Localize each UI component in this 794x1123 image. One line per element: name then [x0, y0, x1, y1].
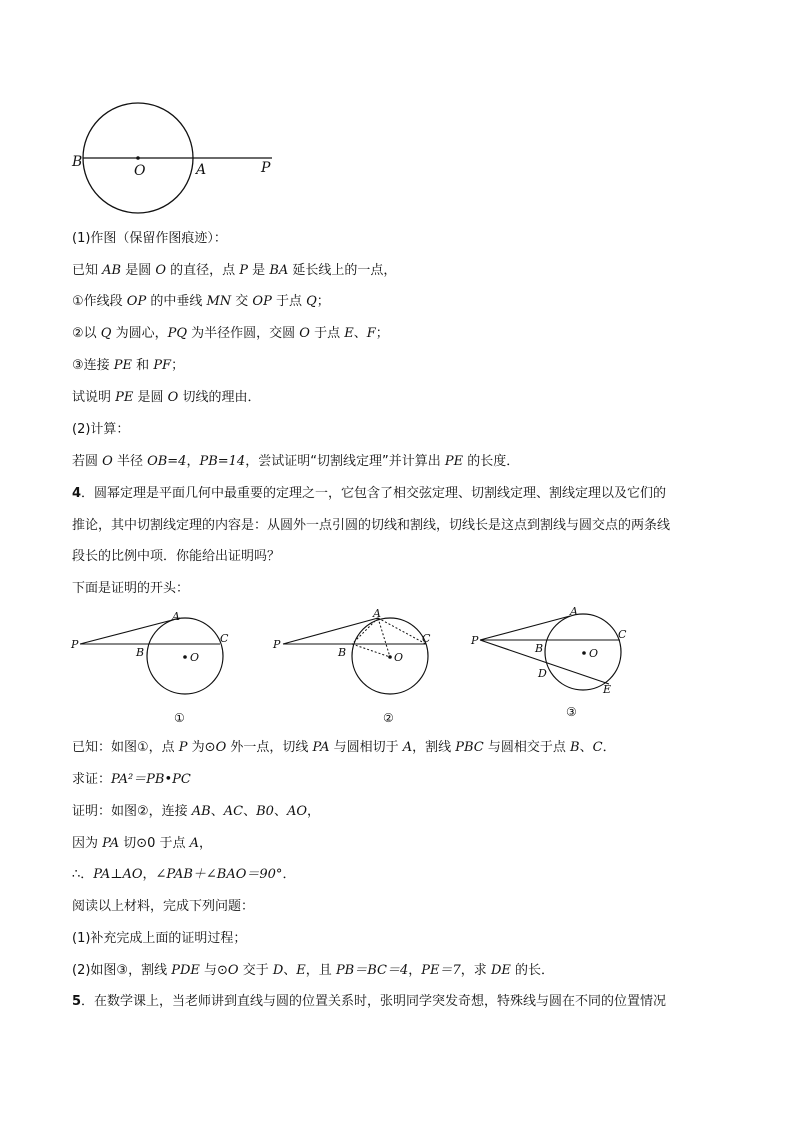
- fig2-label-A: A: [373, 607, 381, 620]
- figure-circle-diameter: [60, 95, 290, 220]
- q4-proof3: ∴．PA⊥AO，∠PAB＋∠BAO＝90°．: [72, 867, 296, 882]
- fig2-label-P: P: [273, 638, 281, 651]
- part1-step1: ①作线段 OP 的中垂线 MN 交 OP 于点 Q；: [72, 294, 330, 309]
- fig3-label-E: E: [603, 683, 612, 696]
- fig2-caption: ②: [383, 711, 394, 725]
- q4-sub2: (2)如图③，割线 PDE 与⊙O 交于 D、E，且 PB＝BC＝4，PE＝7，求 DE 的长．: [72, 963, 554, 978]
- fig2-label-B: B: [338, 646, 347, 659]
- q4-line2: 推论，其中切割线定理的内容是：从圆外一点引圆的切线和割线，切线长是这点到割线与圆交点的两条线: [72, 518, 671, 533]
- fig3-label-O: O: [589, 647, 599, 660]
- fig1-caption: ①: [174, 711, 185, 725]
- figure-3: [470, 605, 627, 719]
- fig3-label-A: A: [570, 605, 578, 618]
- q4-proof1: 证明：如图②，连接 AB、AC、B0、AO，: [72, 804, 321, 819]
- fig3-label-C: C: [618, 628, 627, 641]
- part1-step2: ②以 Q 为圆心，PQ 为半径作圆，交圆 O 于点 E、F；: [72, 326, 389, 341]
- label-P: P: [261, 160, 271, 176]
- fig1-label-O: O: [190, 651, 200, 664]
- fig3-caption: ③: [566, 705, 577, 719]
- part2-text: 若圆 O 半径 OB=4，PB=14，尝试证明“切割线定理”并计算出 PE 的长度．: [72, 454, 520, 469]
- fig1-label-B: B: [136, 646, 145, 659]
- part1-step3: ③连接 PE 和 PF；: [72, 358, 185, 373]
- fig3-label-P: P: [471, 634, 479, 647]
- fig2-label-O: O: [394, 651, 404, 664]
- fig2-label-C: C: [422, 632, 431, 645]
- q4-line1: 4．圆幂定理是平面几何中最重要的定理之一，它包含了相交弦定理、切割线定理、割线定理以及它们的: [72, 486, 667, 501]
- q4-line3: 段长的比例中项．你能给出证明吗？: [72, 549, 281, 564]
- part1-heading: (1)作图（保留作图痕迹）：: [72, 231, 227, 246]
- figure-2: [272, 607, 431, 725]
- label-A: A: [196, 162, 207, 178]
- figure-1: [70, 610, 229, 725]
- q4-proof2: 因为 PA 切⊙0 于点 A，: [72, 836, 213, 851]
- center-dot: [136, 156, 140, 160]
- fig1-label-P: P: [71, 638, 79, 651]
- part1-given: 已知 AB 是圆 O 的直径，点 P 是 BA 延长线上的一点，: [72, 263, 397, 278]
- part1-explain: 试说明 PE 是圆 O 切线的理由．: [72, 390, 261, 405]
- q4-prove: 求证：PA²＝PB•PC: [72, 772, 191, 787]
- label-O: O: [134, 163, 146, 179]
- q4-known: 已知：如图①，点 P 为⊙O 外一点，切线 PA 与圆相切于 A，割线 PBC 与圆相交于点 B、C．: [72, 740, 616, 755]
- fig1-label-C: C: [220, 632, 229, 645]
- figures-row: [60, 600, 740, 730]
- part2-heading: (2)计算：: [72, 422, 130, 437]
- q4-read: 阅读以上材料，完成下列问题：: [72, 899, 255, 914]
- fig1-label-A: A: [172, 610, 180, 623]
- fig3-label-B: B: [535, 642, 544, 655]
- q4-intro: 下面是证明的开头：: [72, 581, 190, 596]
- q4-sub1: (1)补充完成上面的证明过程；: [72, 931, 247, 946]
- q5-line1: 5．在数学课上，当老师讲到直线与圆的位置关系时，张明同学突发奇想，特殊线与圆在不同的位置情况: [72, 994, 667, 1009]
- label-B: B: [72, 154, 83, 170]
- fig3-label-D: D: [538, 667, 547, 680]
